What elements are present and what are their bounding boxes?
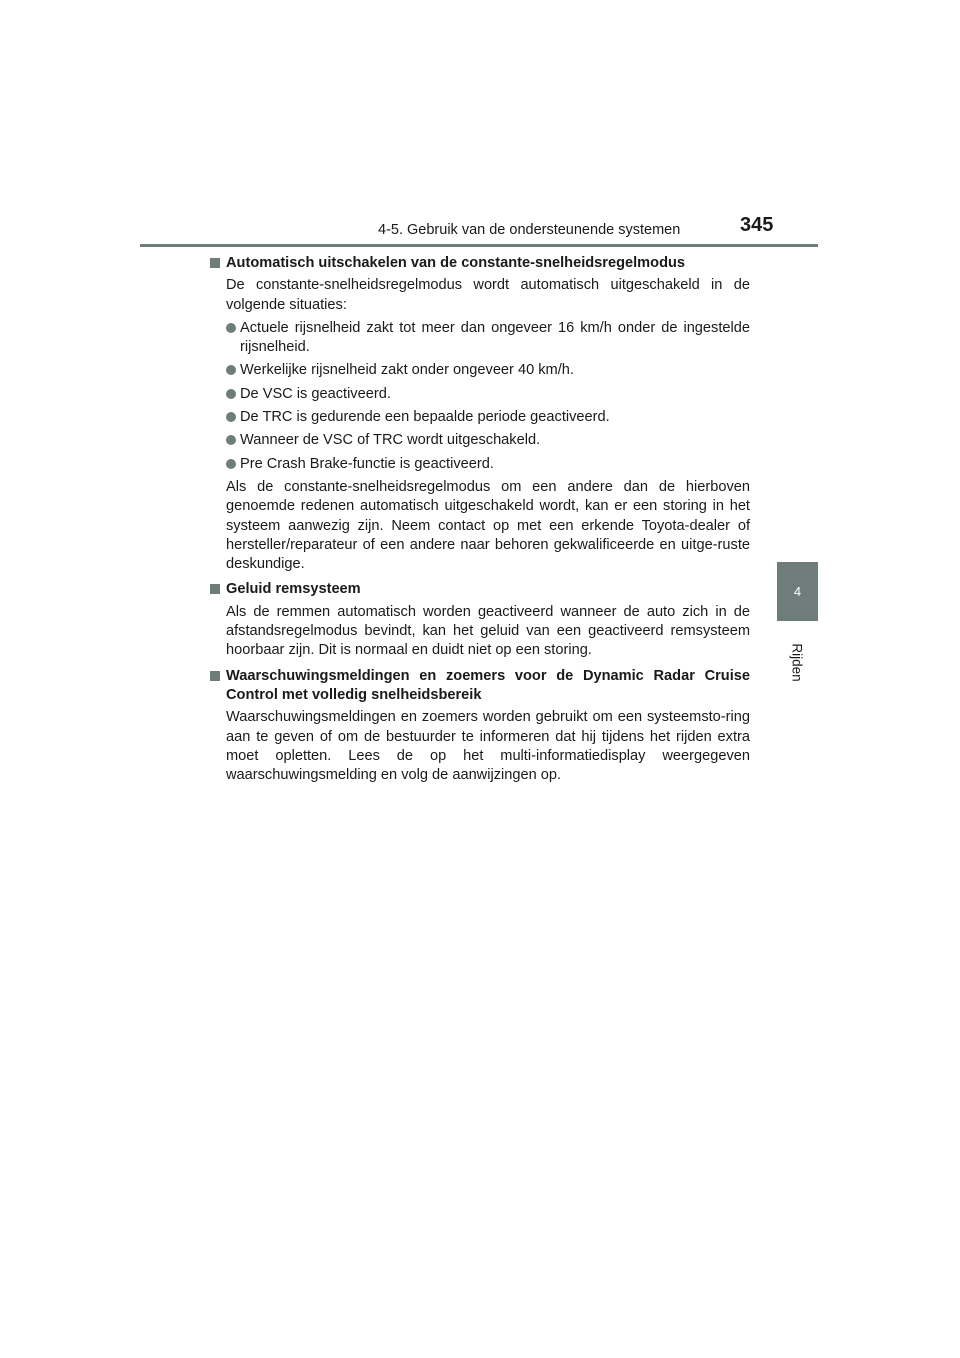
- list-item-text: De VSC is geactiveerd.: [240, 385, 391, 402]
- list-item: [210, 408, 750, 427]
- section-auto-disable: [210, 254, 750, 574]
- section-heading: [210, 667, 750, 706]
- list-item-text: Werkelijke rijsnelheid zakt onder ongeveer 40 km/h.: [240, 362, 574, 379]
- list-item-text: De TRC is gedurende een bepaalde periode geactiveerd.: [240, 409, 610, 426]
- paragraph: Als de remmen automatisch worden geactiveerd wanneer de auto zich in de afstandsregelmodus bevindt, kan het geluid van een geactiveerd remsysteem hoorbaar zijn. Dit is normaal en duidt niet op een storing.: [226, 603, 750, 659]
- list-item: [210, 385, 750, 404]
- header-section-title: 4-5. Gebruik van de ondersteunende systemen: [378, 222, 681, 238]
- square-bullet-icon: [210, 258, 220, 268]
- heading-text: Geluid remsysteem: [226, 581, 361, 598]
- round-bullet-icon: [226, 389, 236, 399]
- paragraph: De constante-snelheidsregelmodus wordt automatisch uitgeschakeld in de volgende situaties:: [226, 277, 750, 313]
- square-bullet-icon: [210, 584, 220, 594]
- section-heading: [210, 580, 750, 599]
- paragraph: Waarschuwingsmeldingen en zoemers worden gebruikt om een systeemsto-ring aan te geven of om de bestuurder te informeren dat hij tijdens het rijden extra moet opletten. Lees de op het multi-informatiedisplay weergegeven waarschuwingsmelding en volg de aanwijzingen op.: [226, 709, 750, 784]
- page-content: [210, 254, 750, 789]
- chapter-number: 4: [793, 584, 802, 599]
- chapter-tab: [777, 562, 818, 621]
- header-divider: [140, 244, 818, 247]
- round-bullet-icon: [226, 435, 236, 445]
- round-bullet-icon: [226, 365, 236, 375]
- heading-text: Waarschuwingsmeldingen en zoemers voor de Dynamic Radar Cruise Control met volledig snelheidsbereik: [226, 667, 750, 703]
- list-item: [210, 431, 750, 450]
- list-item-text: Pre Crash Brake-functie is geactiveerd.: [240, 455, 494, 472]
- round-bullet-icon: [226, 323, 236, 333]
- square-bullet-icon: [210, 671, 220, 681]
- list-item: [210, 319, 750, 358]
- section-warnings: [210, 667, 750, 786]
- round-bullet-icon: [226, 459, 236, 469]
- chapter-side-label: [781, 632, 813, 692]
- list-item: [210, 455, 750, 474]
- page-number: 345: [740, 214, 774, 236]
- section-brake-sound: [210, 580, 750, 660]
- round-bullet-icon: [226, 412, 236, 422]
- paragraph: Als de constante-snelheidsregelmodus om een andere dan de hierboven genoemde redenen automatisch uitgeschakeld wordt, kan er een storing in het systeem aanwezig zijn. Neem contact op met een erkende Toyota-dealer of hersteller/reparateur of een andere naar behoren gekwalificeerde en uitge-ruste deskundige.: [226, 478, 750, 573]
- section-heading: [210, 254, 750, 273]
- list-item-text: Wanneer de VSC of TRC wordt uitgeschakeld.: [240, 432, 541, 449]
- heading-text: Automatisch uitschakelen van de constante-snelheidsregelmodus: [226, 255, 686, 271]
- list-item: [210, 361, 750, 380]
- chapter-label: Rijden: [789, 642, 805, 682]
- list-item-text: Actuele rijsnelheid zakt tot meer dan ongeveer 16 km/h onder de ingestelde rijsnelheid.: [240, 319, 750, 356]
